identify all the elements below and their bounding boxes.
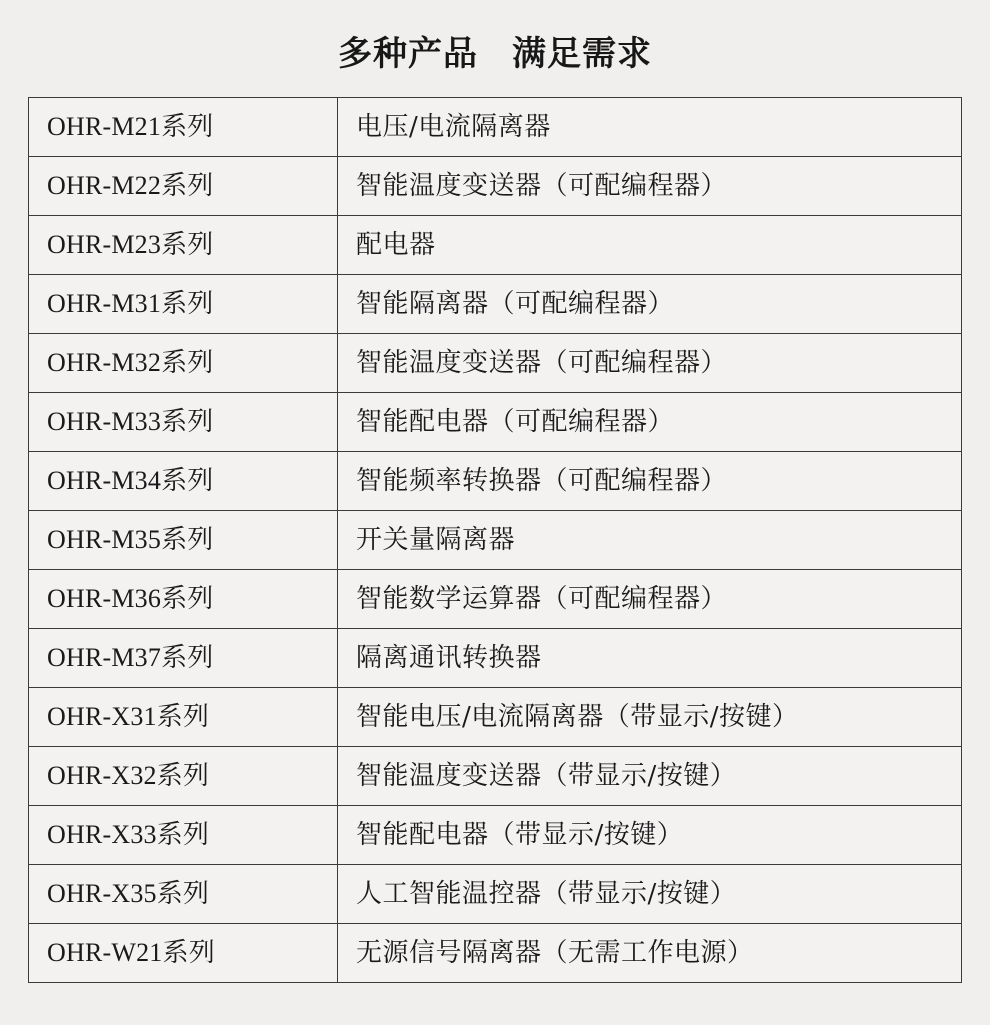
product-table-body	[29, 98, 962, 983]
product-model: OHR-M34系列	[29, 452, 338, 511]
table-row	[29, 334, 962, 393]
table-row	[29, 216, 962, 275]
product-model: OHR-X33系列	[29, 806, 338, 865]
product-description: 智能隔离器（可配编程器）	[338, 275, 962, 334]
product-model: OHR-M33系列	[29, 393, 338, 452]
page-title-part1: 多种产品	[338, 35, 478, 73]
table-row	[29, 452, 962, 511]
table-row	[29, 275, 962, 334]
product-model: OHR-X31系列	[29, 688, 338, 747]
product-table-wrapper	[28, 97, 962, 983]
product-model: OHR-X35系列	[29, 865, 338, 924]
product-model: OHR-M22系列	[29, 157, 338, 216]
product-description: 智能电压/电流隔离器（带显示/按键）	[338, 688, 962, 747]
product-model: OHR-M35系列	[29, 511, 338, 570]
table-row	[29, 157, 962, 216]
product-description: 无源信号隔离器（无需工作电源）	[338, 924, 962, 983]
table-row	[29, 393, 962, 452]
product-model: OHR-M36系列	[29, 570, 338, 629]
product-description: 电压/电流隔离器	[338, 98, 962, 157]
page-title-part2: 满足需求	[512, 35, 652, 73]
product-description: 隔离通讯转换器	[338, 629, 962, 688]
product-description: 智能温度变送器（可配编程器）	[338, 157, 962, 216]
product-table	[28, 97, 962, 983]
product-description: 人工智能温控器（带显示/按键）	[338, 865, 962, 924]
table-row	[29, 98, 962, 157]
product-description: 开关量隔离器	[338, 511, 962, 570]
product-model: OHR-M32系列	[29, 334, 338, 393]
product-description: 智能配电器（可配编程器）	[338, 393, 962, 452]
product-description: 智能配电器（带显示/按键）	[338, 806, 962, 865]
product-description: 智能温度变送器（可配编程器）	[338, 334, 962, 393]
table-row	[29, 747, 962, 806]
product-model: OHR-X32系列	[29, 747, 338, 806]
table-row	[29, 570, 962, 629]
product-description: 配电器	[338, 216, 962, 275]
product-model: OHR-M23系列	[29, 216, 338, 275]
product-model: OHR-M21系列	[29, 98, 338, 157]
product-model: OHR-W21系列	[29, 924, 338, 983]
table-row	[29, 865, 962, 924]
page-title	[0, 0, 990, 97]
table-row	[29, 688, 962, 747]
product-model: OHR-M37系列	[29, 629, 338, 688]
table-row	[29, 806, 962, 865]
product-description: 智能频率转换器（可配编程器）	[338, 452, 962, 511]
table-row	[29, 511, 962, 570]
table-row	[29, 924, 962, 983]
product-description: 智能温度变送器（带显示/按键）	[338, 747, 962, 806]
table-row	[29, 629, 962, 688]
product-model: OHR-M31系列	[29, 275, 338, 334]
product-description: 智能数学运算器（可配编程器）	[338, 570, 962, 629]
